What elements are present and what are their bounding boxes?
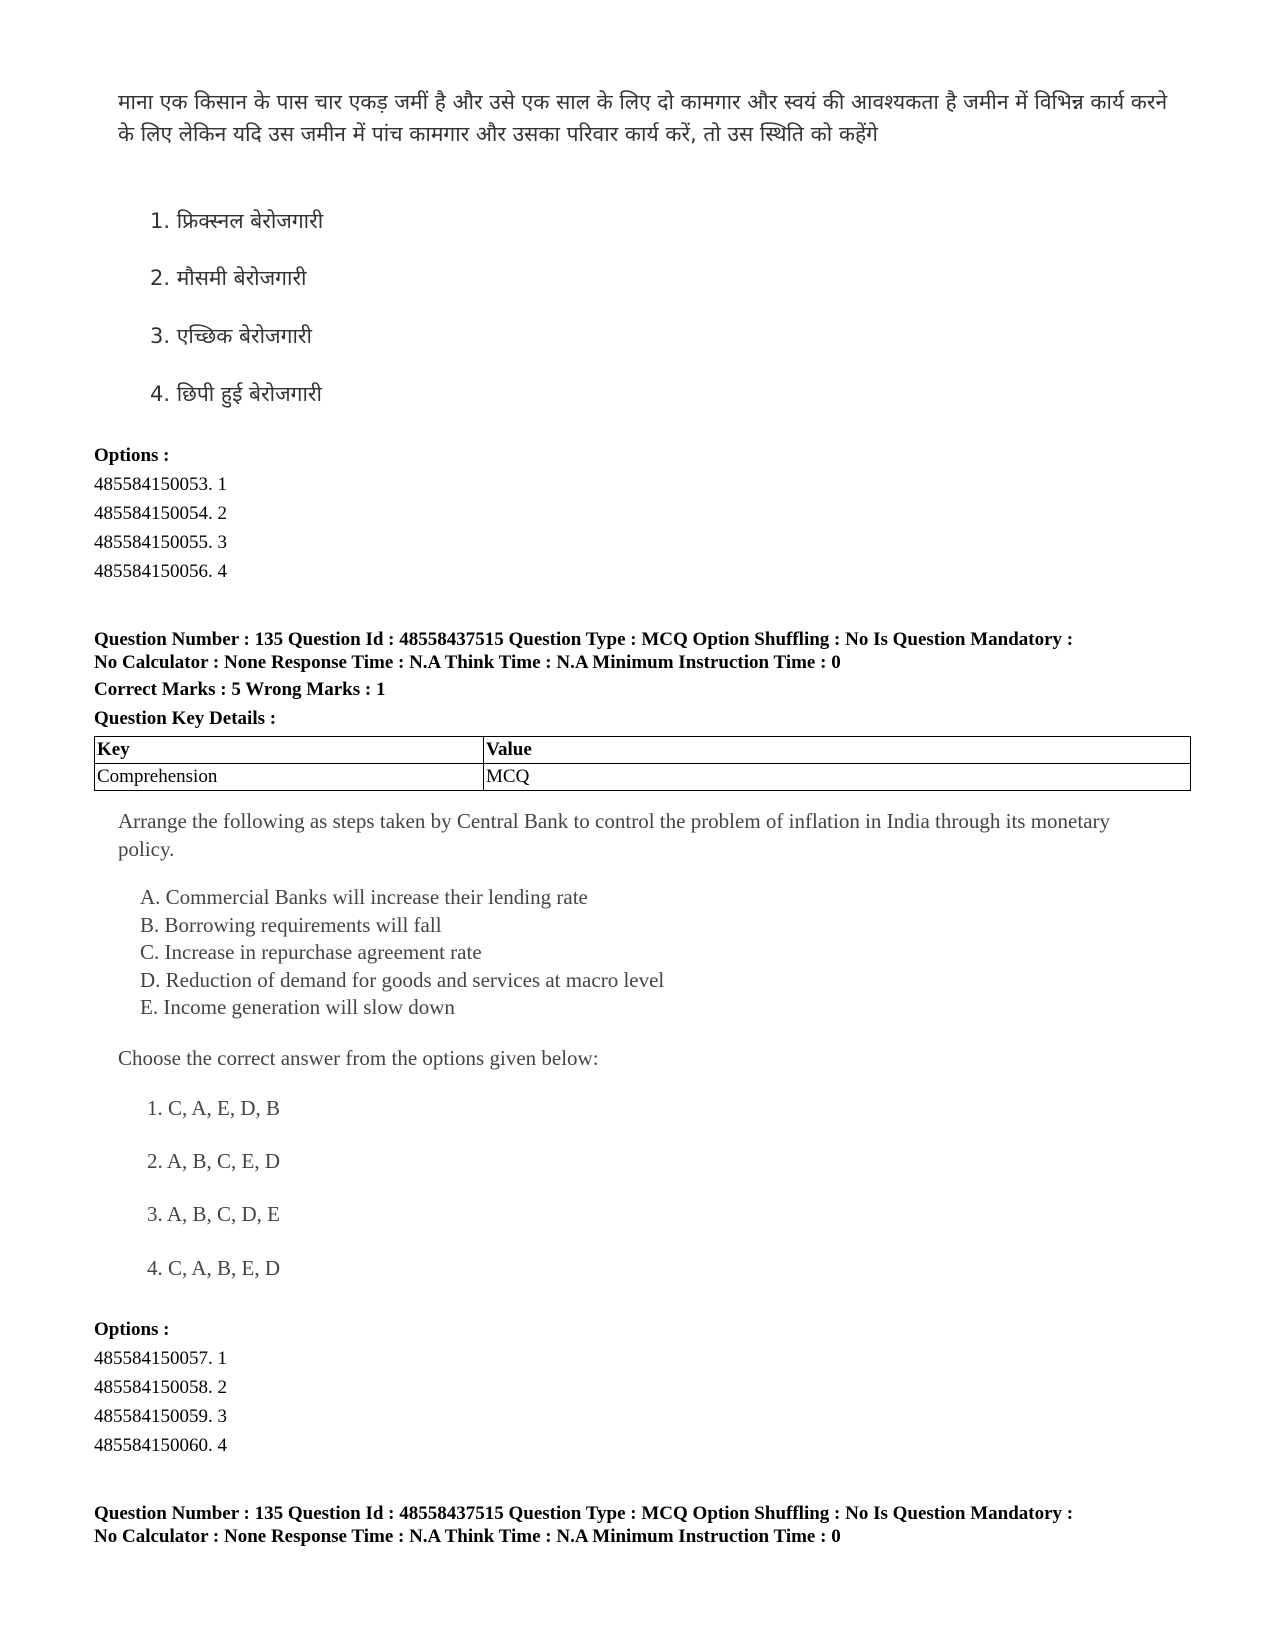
table-cell-value: MCQ <box>484 764 1191 791</box>
question-meta-line-1: Question Number : 135 Question Id : 48558437515 Question Type : MCQ Option Shuffling : No Is Question Mandatory : <box>94 1503 1074 1524</box>
option-id: 485584150059. 3 <box>94 1406 227 1427</box>
options-label: Options : <box>94 445 170 466</box>
table-header-row <box>95 737 1191 764</box>
key-details-label: Question Key Details : <box>94 708 277 729</box>
question-meta <box>94 628 1204 674</box>
question-1-choice-3: 3. एच्छिक बेरोजगारी <box>150 324 312 348</box>
table-header-key: Key <box>95 737 484 764</box>
question-2-choice-4: 4. C, A, B, E, D <box>147 1256 281 1280</box>
question-meta-line-1: Question Number : 135 Question Id : 48558437515 Question Type : MCQ Option Shuffling : No Is Question Mandatory : <box>94 629 1074 650</box>
question-1-choice-4: 4. छिपी हुई बेरोजगारी <box>150 382 322 406</box>
statement-b: B. Borrowing requirements will fall <box>140 912 442 937</box>
question-2-text: Arrange the following as steps taken by Central Bank to control the problem of inflation in India through its monetary policy. <box>118 809 1111 861</box>
table-row <box>95 764 1191 791</box>
option-id: 485584150055. 3 <box>94 532 227 553</box>
option-id: 485584150058. 2 <box>94 1377 227 1398</box>
key-details-table <box>94 736 1191 791</box>
question-meta-line-2: No Calculator : None Response Time : N.A Think Time : N.A Minimum Instruction Time : 0 <box>94 652 841 673</box>
statement-d: D. Reduction of demand for goods and services at macro level <box>140 967 665 992</box>
statement-e: E. Income generation will slow down <box>140 995 455 1019</box>
question-2-choice-1: 1. C, A, E, D, B <box>147 1096 281 1120</box>
table-header-value: Value <box>484 737 1191 764</box>
question-1-choice-1: 1. फ्रिक्स्नल बेरोजगारी <box>150 209 324 233</box>
question-meta-line-2: No Calculator : None Response Time : N.A Think Time : N.A Minimum Instruction Time : 0 <box>94 1526 841 1547</box>
options-label: Options : <box>94 1319 170 1340</box>
option-id: 485584150053. 1 <box>94 474 227 495</box>
question-2-choice-3: 3. A, B, C, D, E <box>147 1202 281 1226</box>
marks-line: Correct Marks : 5 Wrong Marks : 1 <box>94 679 386 700</box>
option-id: 485584150054. 2 <box>94 503 227 524</box>
statement-c: C. Increase in repurchase agreement rate <box>140 940 482 964</box>
option-id: 485584150057. 1 <box>94 1348 227 1369</box>
table-cell-key: Comprehension <box>95 764 484 791</box>
question-1-text: माना एक किसान के पास चार एकड़ जमीं है और उसे एक साल के लिए दो कामगार और स्वयं की आवश्यकता है जमीन में विभिन्न कार्य करने के लिए लेकिन यदि उस जमीन में पांच कामगार और उसका परिवार कार्य करें, तो उस स्थिति को कहेंगे <box>118 90 1168 146</box>
option-id: 485584150056. 4 <box>94 561 227 582</box>
question-2-choice-2: 2. A, B, C, E, D <box>147 1149 281 1173</box>
question-1-choice-2: 2. मौसमी बेरोजगारी <box>150 266 307 290</box>
question-meta <box>94 1502 1204 1548</box>
statement-a: A. Commercial Banks will increase their lending rate <box>140 885 588 909</box>
choose-instruction: Choose the correct answer from the options given below: <box>118 1046 599 1070</box>
option-id: 485584150060. 4 <box>94 1435 227 1456</box>
